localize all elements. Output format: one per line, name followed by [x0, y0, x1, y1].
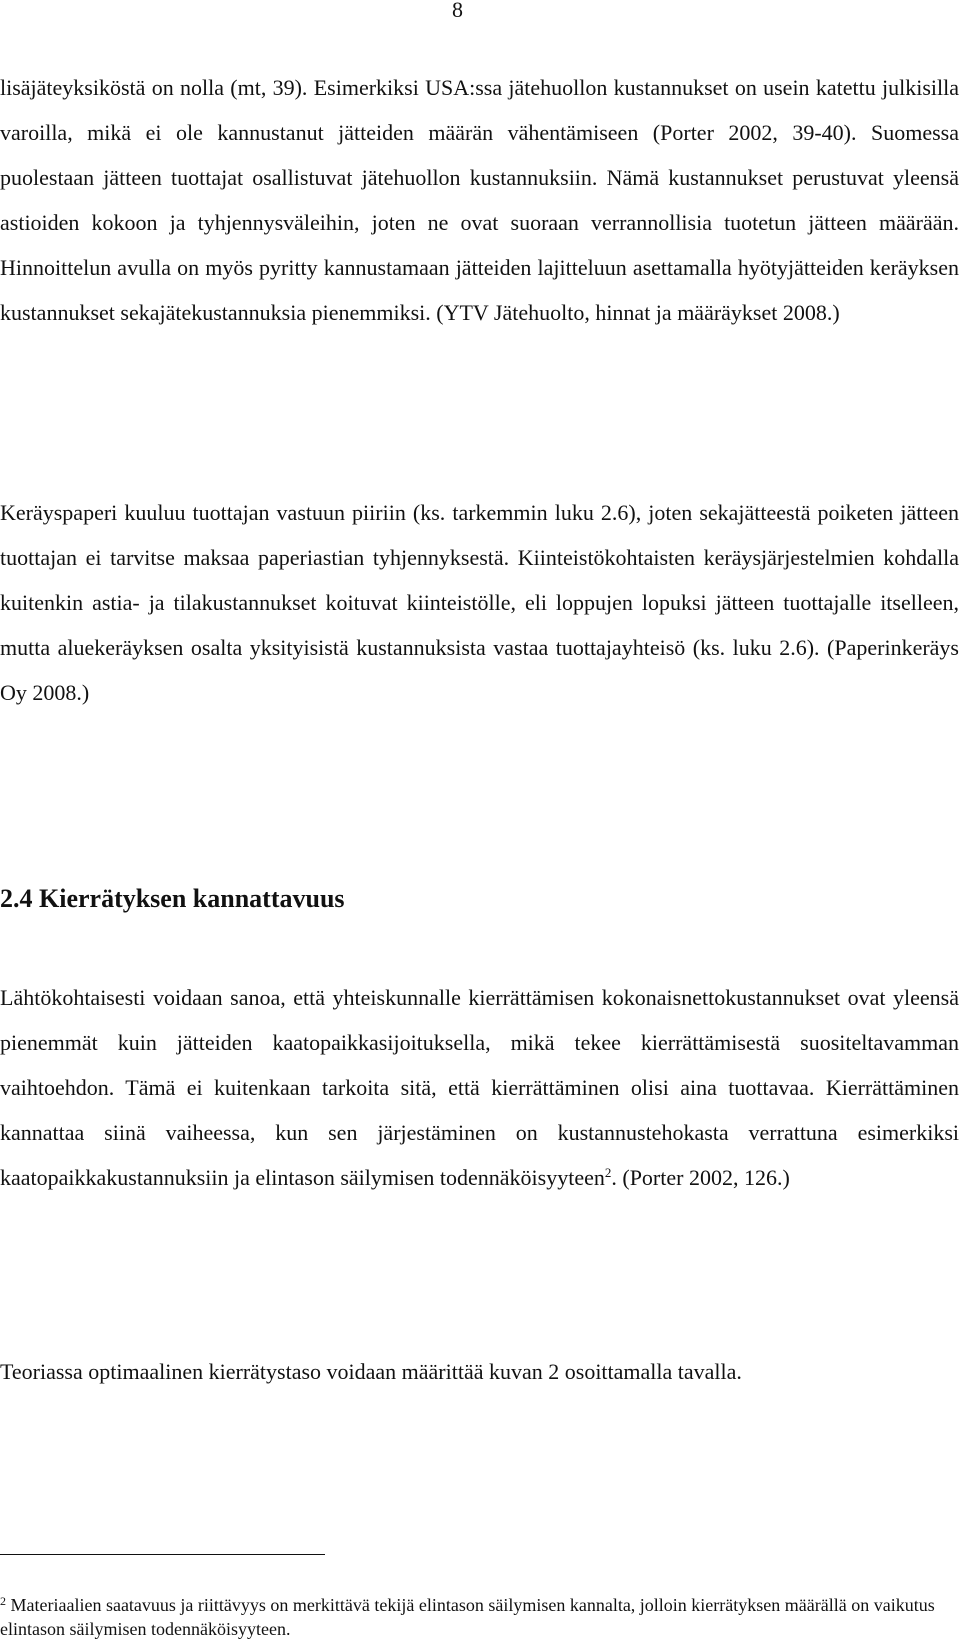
body-paragraph-waste-costs: lisäjäteyksiköstä on nolla (mt, 39). Esimerkiksi USA:ssa jätehuollon kustannukset on usein katettu julkisilla varoilla, mikä ei ole kannustanut jätteiden määrän vähentämiseen (Porter 2002, 39-40). Suomessa puolestaan jätteen tuottajat osallistuvat jätehuollon kustannuksiin. Nämä kustannukset perustuvat yleensä astioiden kokoon ja tyhjennysväleihin, joten ne ovat suoraan verrannollisia tuotetun jätteen määrään. Hinnoittelun avulla on myös pyritty kannustamaan jätteiden lajitteluun asettamalla hyötyjätteiden keräyksen kustannukset sekajätekustannuksia pienemmiksi. (YTV Jätehuolto, hinnat ja määräykset 2008.) [0, 75, 959, 325]
paragraph-citation: . (Porter 2002, 126.) [611, 1165, 790, 1190]
paragraph-text: Lähtökohtaisesti voidaan sanoa, että yhteiskunnalle kierrättämisen kokonaisnettokustannukset ovat yleensä pienemmät kuin jätteiden kaatopaikkasijoituksella, mikä tekee kierrättämisestä suositeltavamman vaihtoehdon. Tämä ei kuitenkaan tarkoita sitä, että kierrättäminen olisi aina tuottavaa. Kierrättäminen kannattaa siinä vaiheessa, kun sen järjestäminen on kustannustehokasta verrattuna esimerkiksi kaatopaikkakustannuksiin ja elintason säilymisen todennäköisyyteen [0, 985, 959, 1190]
footnote-divider [0, 1554, 325, 1555]
body-paragraph-optimal-level: Teoriassa optimaalinen kierrätystaso voidaan määrittää kuvan 2 osoittamalla tavalla. [0, 1359, 742, 1384]
page-number: 8 [452, 0, 463, 22]
footnote [0, 1593, 940, 1641]
body-paragraph-recycling-profitability [0, 975, 959, 1200]
body-paragraph-recovered-paper: Keräyspaperi kuuluu tuottajan vastuun piiriin (ks. tarkemmin luku 2.6), joten sekajätteestä poiketen jätteen tuottajan ei tarvitse maksaa paperiastian tyhjennyksestä. Kiinteistökohtaisten keräysjärjestelmien kohdalla kuitenkin astia- ja tilakustannukset koituvat kiinteistölle, eli loppujen lopuksi jätteen tuottajalle itselleen, mutta aluekeräyksen osalta yksityisistä kustannuksista vastaa tuottajayhteisö (ks. luku 2.6). (Paperinkeräys Oy 2008.) [0, 500, 959, 705]
footnote-reference: 2 [604, 1165, 612, 1180]
section-heading: 2.4 Kierrätyksen kannattavuus [0, 884, 345, 913]
footnote-mark: 2 [0, 1594, 6, 1608]
footnote-text: Materiaalien saatavuus ja riittävyys on merkittävä tekijä elintason säilymisen kannalta, jolloin kierrätyksen määrällä on vaikutus elintason säilymisen todennäköisyyteen. [0, 1595, 935, 1639]
